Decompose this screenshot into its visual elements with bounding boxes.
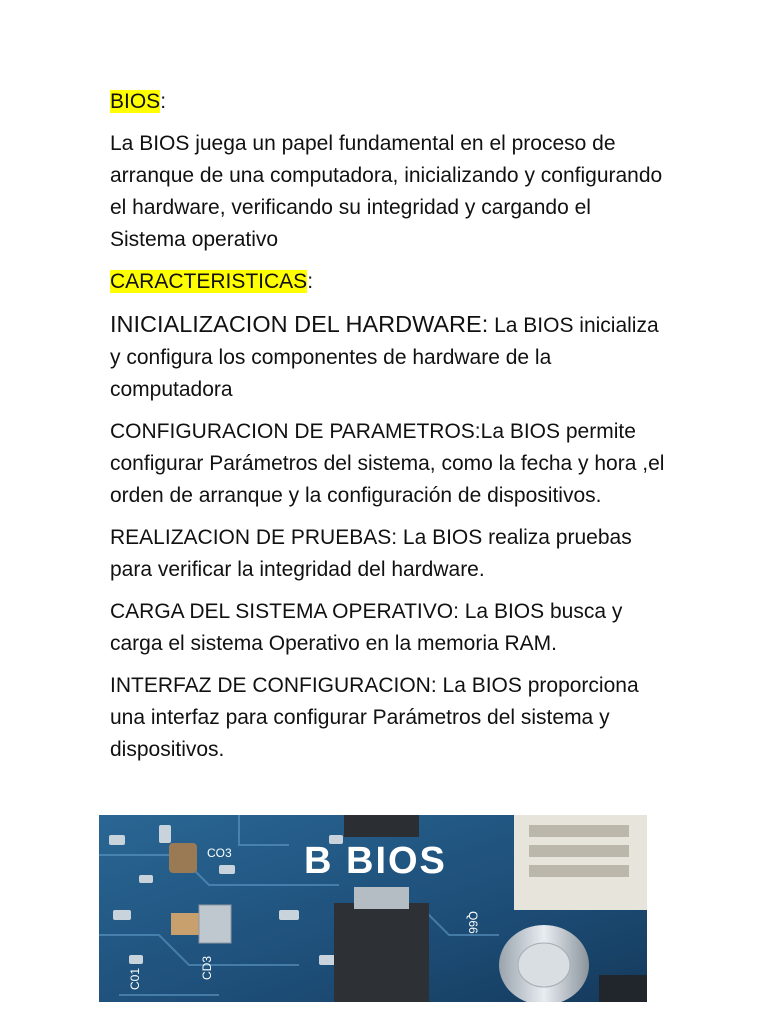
bios-description: La BIOS juega un papel fundamental en el proceso de arranque de una computadora, inicializando y configurando el hardware, verificando su integridad y cargando el Sistema operativo xyxy=(110,132,663,251)
c01-label: C01 xyxy=(128,967,142,990)
caracteristicas-heading: CARACTERISTICAS xyxy=(110,270,308,293)
item-inicializacion-text: La BIOS inicializa y configura los componentes de hardware de la computadora xyxy=(110,314,659,401)
bios-silkscreen: B BIOS xyxy=(304,840,447,882)
header-pins xyxy=(599,975,647,1002)
item-inicializacion xyxy=(110,308,670,406)
regulator-tab xyxy=(354,887,409,909)
voltage-regulator xyxy=(334,903,429,1002)
top-chip xyxy=(344,815,419,837)
motherboard-illustration xyxy=(99,815,647,1002)
bios-heading-line xyxy=(110,86,670,118)
bios-heading-colon: : xyxy=(160,90,167,113)
silver-pad xyxy=(199,905,231,943)
cd3-label: CD3 xyxy=(200,955,214,980)
item-interfaz: INTERFAZ DE CONFIGURACION: La BIOS proporciona una interfaz para configurar Parámetros del sistema y dispositivos. xyxy=(110,674,639,761)
q66-label: Q66 xyxy=(466,911,480,934)
co3-label: CO3 xyxy=(207,846,232,860)
document-body xyxy=(110,86,670,776)
item-pruebas: REALIZACION DE PRUEBAS: La BIOS realiza pruebas para verificar la integridad del hardware. xyxy=(110,526,632,581)
item-carga-so: CARGA DEL SISTEMA OPERATIVO: La BIOS busca y carga el sistema Operativo en la memoria RAM. xyxy=(110,600,623,655)
caracteristicas-heading-colon: : xyxy=(307,270,314,293)
item-configuracion: CONFIGURACION DE PARAMETROS:La BIOS permite configurar Parámetros del sistema, como la fecha y hora ,el orden de arranque y la configuración de dispositivos. xyxy=(110,420,665,507)
caracteristicas-heading-line xyxy=(110,266,670,298)
item-inicializacion-title: INICIALIZACION DEL HARDWARE: xyxy=(110,311,489,337)
motherboard-photo xyxy=(99,815,647,1002)
bios-heading: BIOS xyxy=(110,90,161,113)
connector-slots xyxy=(529,825,629,877)
brown-capacitor xyxy=(169,843,197,873)
